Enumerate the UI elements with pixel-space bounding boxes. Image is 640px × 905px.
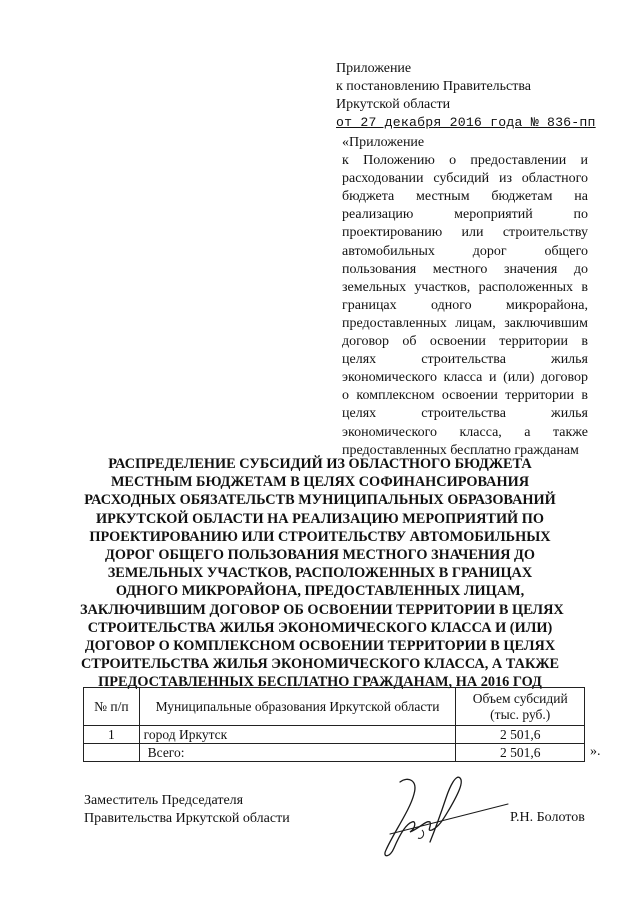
position-line-2: Правительства Иркутской области xyxy=(84,811,290,826)
annex-line: автомобильных дорог общего xyxy=(342,243,588,259)
header-line-2: к постановлению Правительства xyxy=(336,79,532,94)
annex-line: реализацию мероприятий по xyxy=(342,207,588,223)
header-municipality: Муниципальные образования Иркутской области xyxy=(139,688,456,726)
header-line-3: Иркутской области xyxy=(336,97,451,112)
annex-line: бюджета местным бюджетам на xyxy=(342,189,588,205)
row-municipality: город Иркутск xyxy=(139,726,456,744)
title-line: ПРОЕКТИРОВАНИЮ ИЛИ СТРОИТЕЛЬСТВУ АВТОМОБИЛЬНЫХ xyxy=(89,528,551,545)
subsidy-table xyxy=(83,687,585,762)
annex-line: экономического класса и (или) договор xyxy=(342,370,588,386)
title-line: ДОГОВОР О КОМПЛЕКСНОМ ОСВОЕНИИ ТЕРРИТОРИИ В ЦЕЛЯХ xyxy=(84,638,556,655)
title-line: ЗЕМЕЛЬНЫХ УЧАСТКОВ, РАСПОЛОЖЕННЫХ В ГРАНИЦАХ xyxy=(107,565,533,582)
annex-line: проектированию или строительству xyxy=(342,225,588,241)
title-line: ДОРОГ ОБЩЕГО ПОЛЬЗОВАНИЯ МЕСТНОГО ЗНАЧЕНИЯ ДО xyxy=(104,547,535,564)
annex-line: о комплексном освоении территории в xyxy=(342,388,588,404)
annex-reference xyxy=(342,134,588,460)
title-line: ИРКУТСКОЙ ОБЛАСТИ НА РЕАЛИЗАЦИЮ МЕРОПРИЯТИЙ ПО xyxy=(95,510,544,527)
header-amount: Объем субсидий (тыс. руб.) xyxy=(456,688,585,726)
annex-line: пользования местного значения до xyxy=(342,261,588,277)
title-line: СТРОИТЕЛЬСТВА ЖИЛЬЯ ЭКОНОМИЧЕСКОГО КЛАССА, А ТАКЖЕ xyxy=(80,656,559,673)
header-date-line: от 27 декабря 2016 года № 836-пп xyxy=(336,115,596,130)
annex-line: экономического класса, а также xyxy=(342,424,588,440)
header-line-1: Приложение xyxy=(336,61,412,76)
annex-line: предоставленных лицам, заключившим xyxy=(342,315,588,331)
total-num-cell xyxy=(84,744,140,762)
annex-line: земельных участков, расположенных в xyxy=(342,279,588,295)
table-header-row xyxy=(84,688,585,726)
title-line: МЕСТНЫМ БЮДЖЕТАМ В ЦЕЛЯХ СОФИНАНСИРОВАНИЯ xyxy=(110,474,530,491)
annex-line: «Приложение xyxy=(342,135,425,150)
annex-line: договор об освоении территории в xyxy=(342,334,588,350)
annex-line: расходовании субсидий из областного xyxy=(342,171,588,187)
signatory-name: Р.Н. Болотов xyxy=(510,810,585,825)
title-line: СТРОИТЕЛЬСТВА ЖИЛЬЯ ЭКОНОМИЧЕСКОГО КЛАССА И (ИЛИ) xyxy=(87,619,553,636)
signature-stroke-main xyxy=(385,777,461,856)
signatory-position xyxy=(84,792,290,828)
handwritten-signature xyxy=(360,772,510,862)
annex-line: целях строительства жилья xyxy=(342,406,588,422)
title-line: РАСХОДНЫХ ОБЯЗАТЕЛЬСТВ МУНИЦИПАЛЬНЫХ ОБРАЗОВАНИЙ xyxy=(84,492,556,509)
table-row xyxy=(84,726,585,744)
closing-quote-mark: ». xyxy=(590,744,601,759)
signature-stroke-loop xyxy=(418,830,424,838)
annex-line: к Положению о предоставлении и xyxy=(342,153,588,169)
position-line-1: Заместитель Председателя xyxy=(84,793,244,808)
header-num: № п/п xyxy=(84,688,140,726)
title-line: ОДНОГО МИКРОРАЙОНА, ПРЕДОСТАВЛЕННЫХ ЛИЦАМ, xyxy=(115,583,525,600)
row-amount: 2 501,6 xyxy=(456,726,585,744)
total-label: Всего: xyxy=(139,744,456,762)
title-line: РАСПРЕДЕЛЕНИЕ СУБСИДИЙ ИЗ ОБЛАСТНОГО БЮДЖЕТА xyxy=(108,456,532,472)
table-total-row xyxy=(84,744,585,762)
approval-header xyxy=(336,60,596,132)
title-line: ЗАКЛЮЧИВШИМ ДОГОВОР ОБ ОСВОЕНИИ ТЕРРИТОРИИ В ЦЕЛЯХ xyxy=(80,601,564,618)
annex-line: предоставленных бесплатно гражданам xyxy=(342,442,579,458)
annex-line: целях строительства жилья xyxy=(342,352,588,368)
row-num: 1 xyxy=(84,726,140,744)
annex-line: границах одного микрорайона, xyxy=(342,297,588,313)
total-amount: 2 501,6 xyxy=(456,744,585,762)
document-title xyxy=(80,455,564,692)
title-line: ПРЕДОСТАВЛЕННЫХ БЕСПЛАТНО ГРАЖДАНАМ, НА 2016 ГОД xyxy=(98,674,542,691)
